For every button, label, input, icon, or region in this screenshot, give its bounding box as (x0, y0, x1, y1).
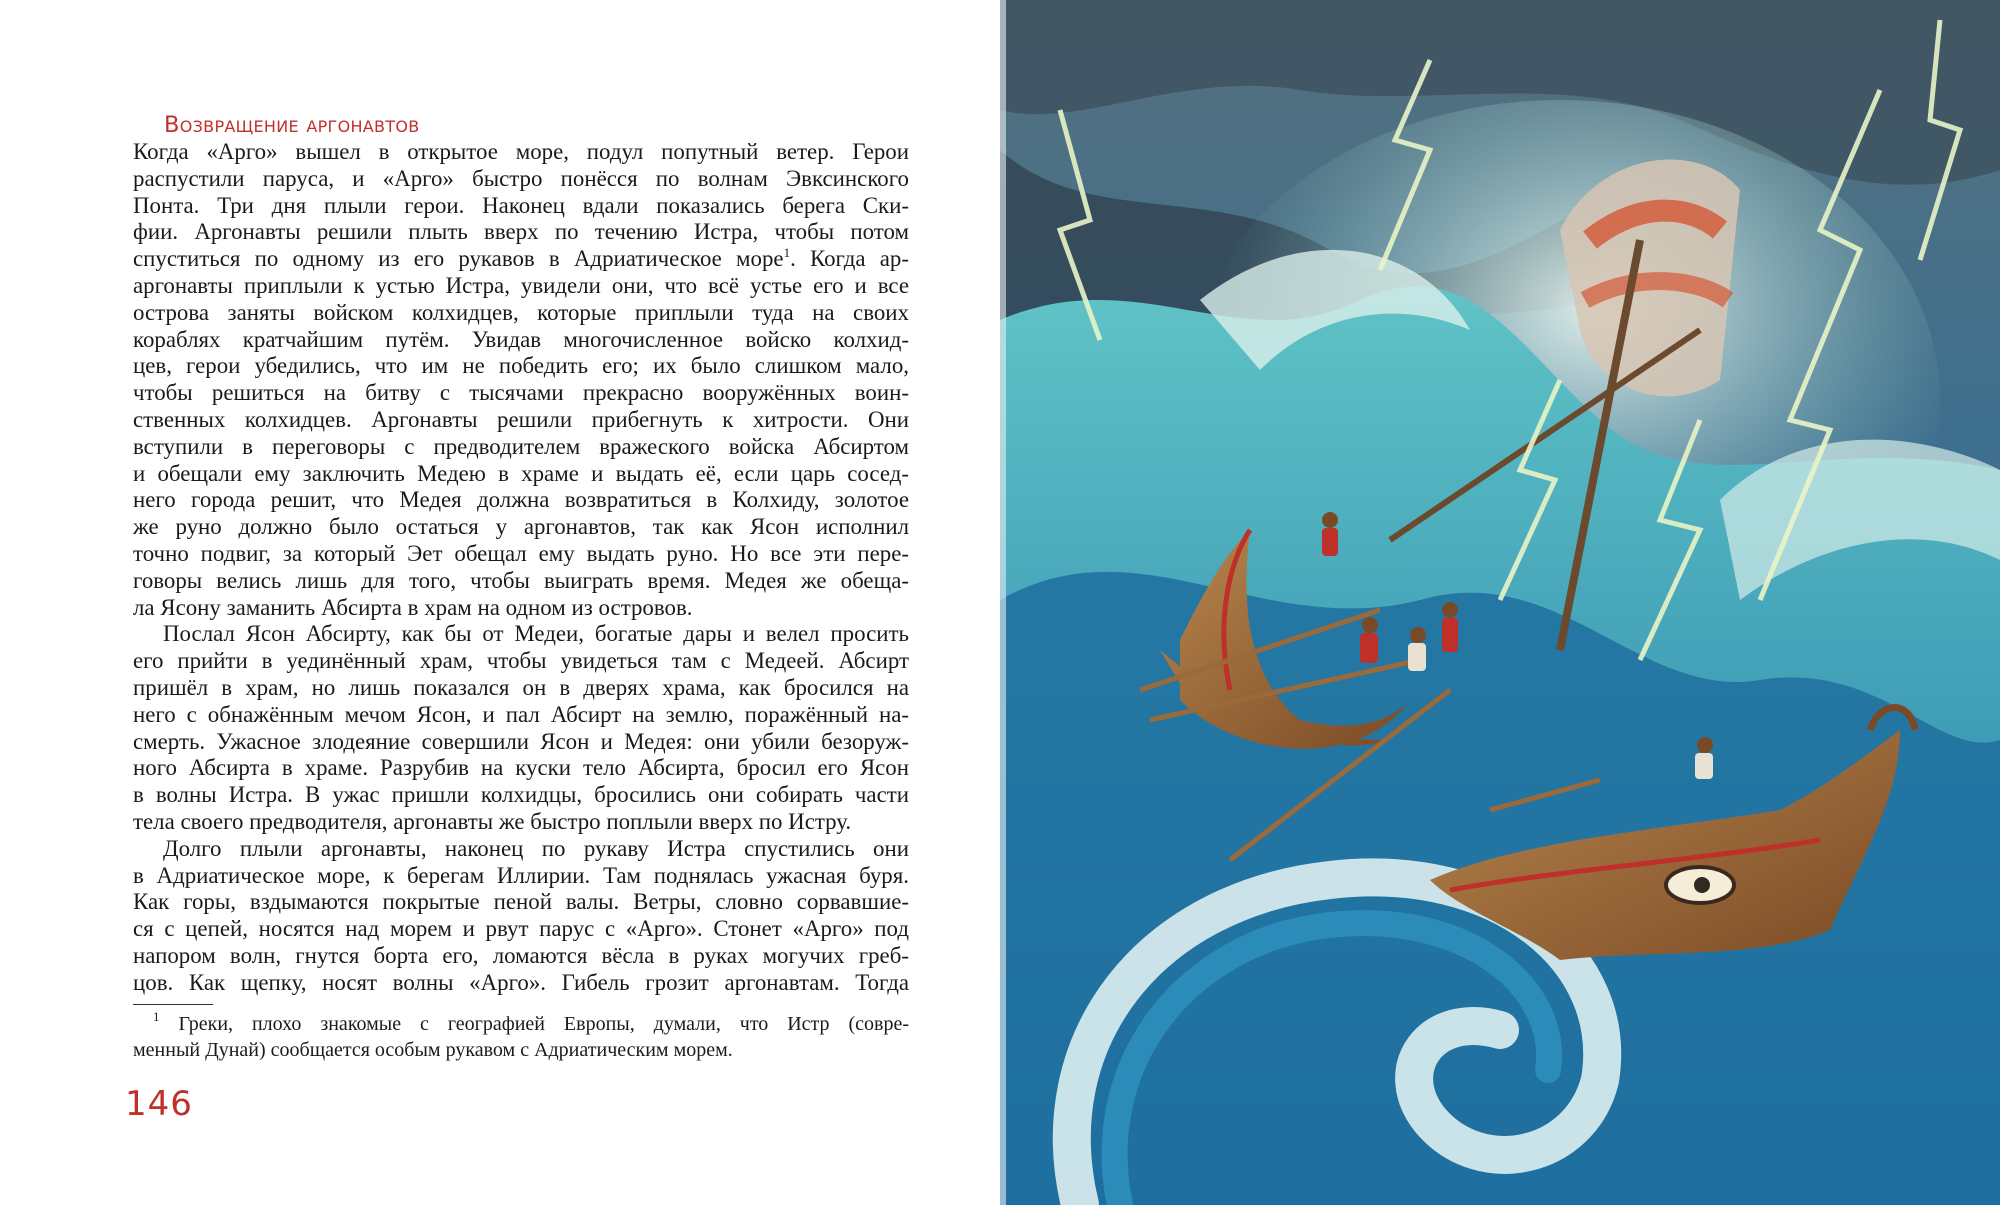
text-line: Долго плыли аргонавты, наконец по рукаву Истра спустились они (163, 835, 909, 861)
text-line: говоры велись лишь для того, чтобы выиграть время. Медея же обеща- (133, 567, 909, 593)
text-line: тела своего предводителя, аргонавты же быстро поплыли вверх по Истру. (133, 808, 852, 834)
text-line: распустили паруса, и «Арго» быстро понёсся по волнам Эвксинского (133, 165, 909, 191)
footnote-divider (133, 1004, 213, 1005)
text-line: в волны Истра. В ужас пришли колхидцы, бросились они собирать части (133, 782, 909, 808)
text-line: Понта. Три дня плыли герои. Наконец вдали показались берега Ски- (133, 192, 909, 218)
text-line: Послал Ясон Абсирту, как бы от Медеи, богатые дары и велел просить (163, 621, 909, 647)
footnote-text: Греки, плохо знакомые с географией Европы, думали, что Истр (совре- (178, 1013, 909, 1035)
text-line: цов. Как щепку, носят волны «Арго». Гибель грозит аргонавтам. Тогда (133, 969, 909, 995)
paragraph-2 (133, 621, 909, 835)
paragraph-1 (133, 139, 909, 621)
page-number: 146 (125, 1084, 193, 1124)
storm-illustration (1000, 0, 2000, 1205)
text-line: ла Ясону заманить Абсирта в храм на одном из островов. (133, 594, 693, 620)
text-segment: спуститься по одному из его рукавов в Адриатическое море (133, 246, 784, 272)
text-line: ся с цепей, носятся над морем и рвут парус с «Арго». Стонет «Арго» под (133, 916, 909, 942)
text-line: ственных колхидцев. Аргонавты решили прибегнуть к хитрости. Они (133, 406, 909, 432)
text-segment: . Когда ар- (790, 246, 909, 272)
text-line: острова заняты войском колхидцев, которые приплыли туда на своих (133, 299, 909, 325)
footnote (133, 1009, 909, 1063)
text-line: точно подвиг, за который Эет обещал ему выдать руно. Но все эти пере- (133, 540, 909, 566)
text-line: его прийти в уединённый храм, чтобы увидеться там с Медеей. Абсирт (133, 648, 909, 674)
chapter-heading: Возвращение аргонавтов (164, 112, 420, 138)
text-line (133, 246, 909, 273)
text-line: же руно должно было остаться у аргонавтов, так как Ясон исполнил (133, 514, 909, 540)
page-gutter (1000, 0, 1006, 1205)
text-line: в Адриатическое море, к берегам Иллирии. Там поднялась ужасная буря. (133, 862, 909, 888)
text-line: напором волн, гнутся борта его, ломаются вёсла в руках могучих греб- (133, 942, 909, 968)
illustration-artwork (1000, 0, 2000, 1205)
text-line: него города решит, что Медея должна возвратиться в Колхиду, золотое (133, 487, 909, 513)
text-line: фии. Аргонавты решили плыть вверх по течению Истра, чтобы потом (133, 219, 909, 245)
eye-pupil (1694, 877, 1710, 893)
text-line: пришёл в храм, но лишь показался он в дверях храма, как бросился на (133, 674, 909, 700)
text-line: Когда «Арго» вышел в открытое море, подул попутный ветер. Герои (133, 139, 909, 164)
text-line: Как горы, вздымаются покрытые пеной валы. Ветры, словно сорвавшие- (133, 889, 909, 915)
text-line: аргонавты приплыли к устью Истра, увидели они, что всё устье его и все (133, 272, 909, 298)
text-line: него с обнажённым мечом Ясон, и пал Абсирт на землю, поражённый на- (133, 701, 909, 727)
footnote-number: 1 (153, 1009, 160, 1024)
text-line: ного Абсирта в храме. Разрубив на куски тело Абсирта, бросил его Ясон (133, 755, 909, 781)
text-column (133, 139, 909, 997)
text-line: чтобы решиться на битву с тысячами прекрасно вооружённых воин- (133, 380, 909, 406)
footnote-marker: 1 (783, 245, 791, 261)
text-line: вступили в переговоры с предводителем вражеского войска Абсиртом (133, 433, 909, 459)
footnote-line (133, 1009, 909, 1038)
paragraph-3 (133, 836, 909, 997)
footnote-line: менный Дунай) сообщается особым рукавом с Адриатическим морем. (133, 1038, 733, 1061)
text-line: и обещали ему заключить Медею в храме и выдать её, если царь сосед- (133, 460, 909, 486)
text-line: смерть. Ужасное злодеяние совершили Ясон и Медея: они убили безоруж- (133, 728, 909, 754)
text-line: кораблях кратчайшим путём. Увидав многочисленное войско колхид- (133, 326, 909, 352)
text-line: цев, герои убедились, что им не победить его; их было слишком мало, (133, 353, 909, 379)
